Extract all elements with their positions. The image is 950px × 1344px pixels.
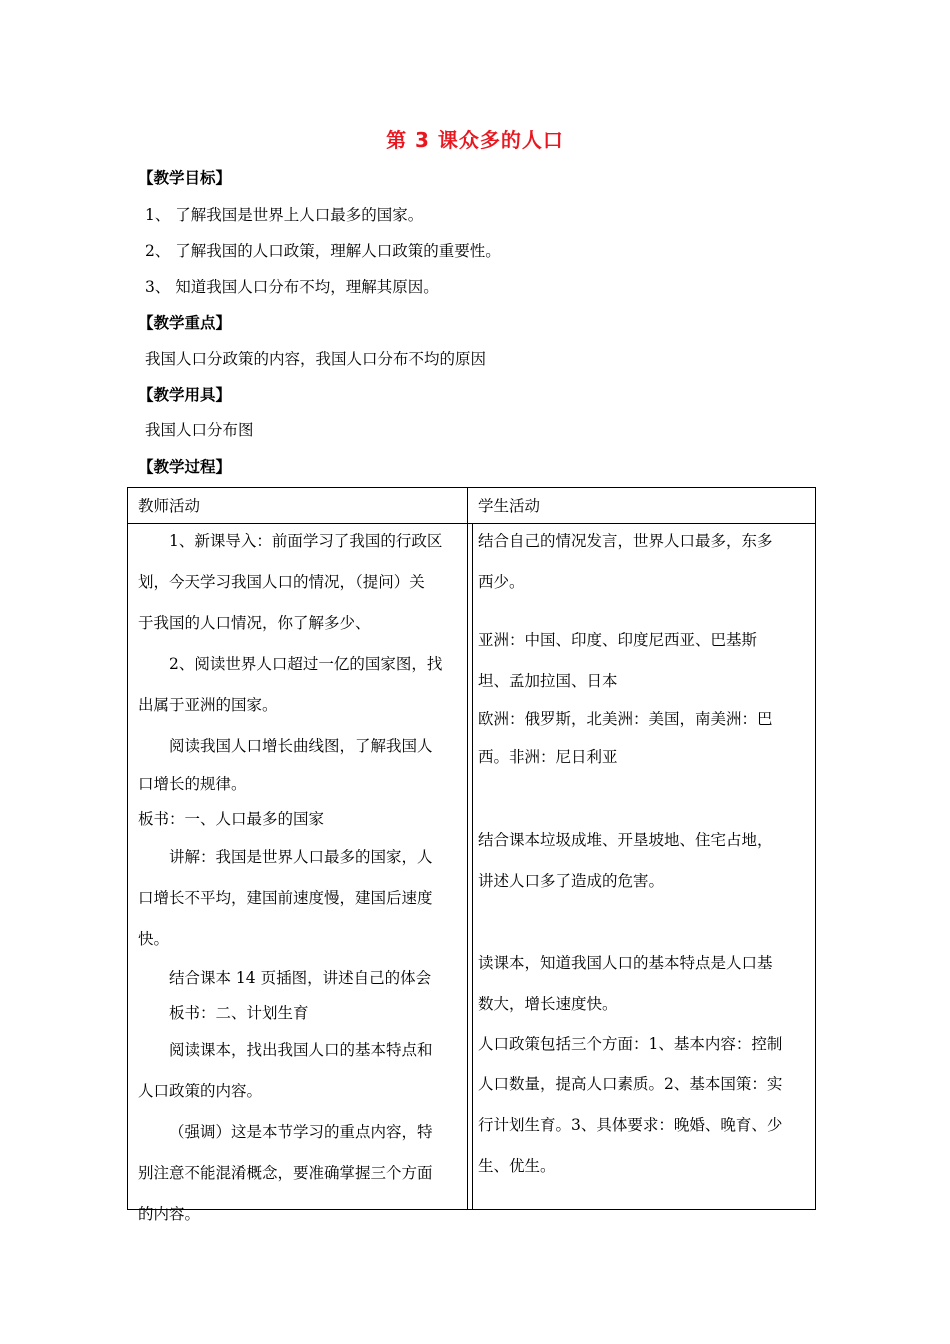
page-title: 第 3 课众多的人口 (386, 128, 564, 152)
teacher-line: 2、阅读世界人口超过一亿的国家图，找 (169, 655, 443, 673)
objective-item: 2、 了解我国的人口政策，理解人口政策的重要性。 (145, 242, 501, 260)
teacher-line: 阅读课本，找出我国人口的基本特点和 (169, 1041, 433, 1059)
student-line: 结合自己的情况发言，世界人口最多，东多 (478, 532, 773, 550)
teacher-line: 出属于亚洲的国家。 (138, 696, 278, 714)
student-line: 亚洲：中国、印度、印度尼西亚、巴基斯 (478, 631, 758, 649)
teacher-line: 于我国的人口情况，你了解多少、 (138, 614, 371, 632)
objectives-heading: 【教学目标】 (138, 168, 232, 187)
student-line: 西少。 (478, 573, 525, 591)
student-line: 读课本，知道我国人口的基本特点是人口基 (478, 954, 773, 972)
tools-heading: 【教学用具】 (138, 385, 232, 404)
student-header: 学生活动 (478, 497, 541, 515)
objective-item: 1、 了解我国是世界上人口最多的国家。 (145, 206, 424, 224)
tools-text: 我国人口分布图 (145, 421, 254, 439)
student-line: 人口数量，提高人口素质。2、基本国策：实 (478, 1075, 783, 1093)
teacher-activity (138, 521, 463, 1235)
teacher-line: 口增长的规律。 (138, 775, 247, 793)
student-line: 西。非洲：尼日利亚 (478, 748, 618, 766)
objective-item: 3、 知道我国人口分布不均，理解其原因。 (145, 278, 439, 296)
table-divider (472, 524, 473, 1209)
teacher-line: 板书：二、计划生育 (169, 1004, 309, 1022)
student-line: 讲述人口多了造成的危害。 (478, 872, 665, 890)
teacher-line: 快。 (138, 930, 170, 948)
teacher-line: 别注意不能混淆概念，要准确掌握三个方面 (138, 1164, 433, 1182)
teacher-line: 结合课本 14 页插图，讲述自己的体会 (169, 969, 432, 987)
teacher-line: 阅读我国人口增长曲线图，了解我国人 (169, 737, 433, 755)
teacher-line: 1、新课导入：前面学习了我国的行政区 (169, 532, 443, 550)
teacher-line: 板书：一、人口最多的国家 (138, 810, 325, 828)
table-divider (467, 488, 468, 1209)
student-line: 人口政策包括三个方面：1、基本内容：控制 (478, 1035, 783, 1053)
teacher-line: （强调）这是本节学习的重点内容，特 (169, 1123, 433, 1141)
student-line: 坦、孟加拉国、日本 (478, 672, 618, 690)
key-points-text: 我国人口分政策的内容，我国人口分布不均的原因 (145, 350, 487, 368)
process-table (127, 487, 816, 1223)
student-line: 生、优生。 (478, 1157, 556, 1175)
student-line: 数大，增长速度快。 (478, 995, 618, 1013)
student-line: 结合课本垃圾成堆、开垦坡地、住宅占地， (478, 831, 773, 849)
teacher-line: 讲解：我国是世界人口最多的国家，人 (169, 848, 433, 866)
teacher-line: 口增长不平均，建国前速度慢，建国后速度 (138, 889, 433, 907)
student-line: 欧洲：俄罗斯，北美洲：美国，南美洲：巴 (478, 710, 773, 728)
teacher-line: 人口政策的内容。 (138, 1082, 263, 1100)
process-heading: 【教学过程】 (138, 457, 232, 476)
student-line: 行计划生育。3、具体要求：晚婚、晚育、少 (478, 1116, 783, 1134)
teacher-line: 划，今天学习我国人口的情况，（提问）关 (138, 573, 425, 591)
teacher-header: 教师活动 (138, 497, 201, 515)
teacher-line: 的内容。 (138, 1205, 201, 1223)
student-activity (478, 521, 808, 1187)
key-points-heading: 【教学重点】 (138, 313, 232, 332)
